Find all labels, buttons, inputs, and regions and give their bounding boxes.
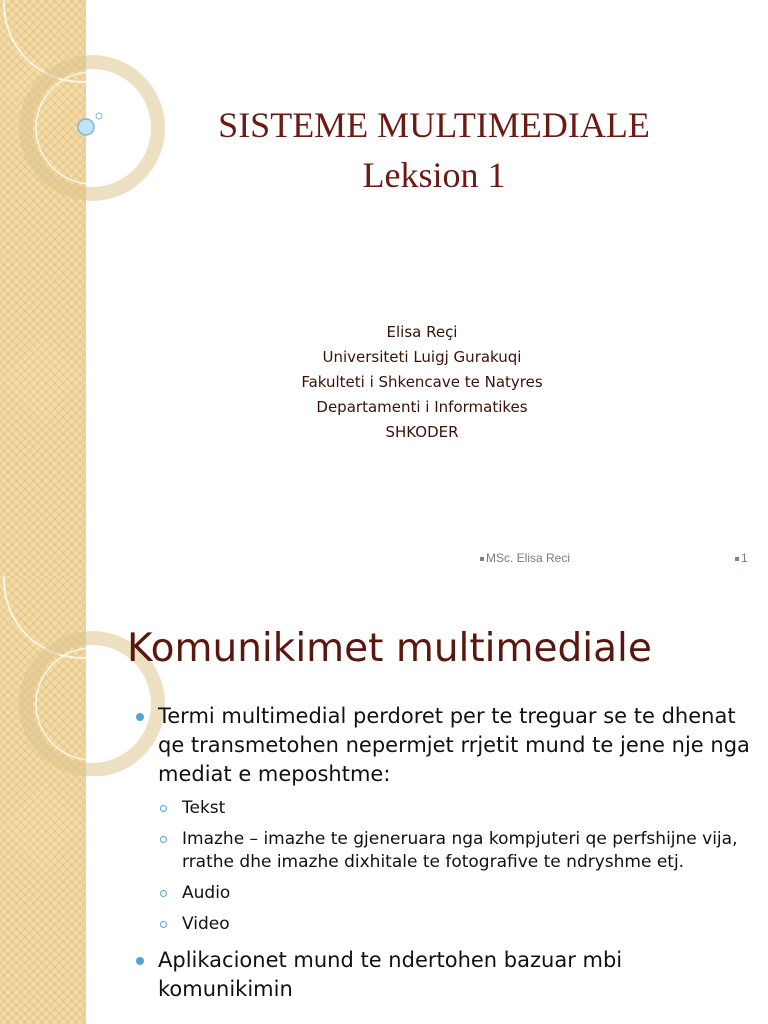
footer-author-text: MSc. Elisa Reci (486, 551, 571, 565)
bullet-text: Aplikacionet mund te ndertohen bazuar mbi komunikimin (158, 948, 623, 1001)
title-line-2: Leksion 1 (362, 155, 506, 195)
sub-bullet-ring-icon (160, 890, 167, 897)
bullet-dot-icon (136, 713, 144, 721)
sub-bullet-text: Tekst (182, 798, 226, 818)
sub-bullet-text: Imazhe – imazhe te gjeneruara nga kompjuteri qe perfshijne vija, rrathe dhe imazhe dixhitale te fotografive te ndryshme etj. (182, 829, 738, 872)
slide-title (90, 100, 768, 200)
bullet-item (136, 702, 756, 789)
sub-bullet-text: Video (182, 914, 230, 934)
sub-bullet-item (136, 828, 756, 874)
square-bullet-icon (735, 557, 739, 561)
university-name: Universiteti Luigj Gurakuqi (322, 348, 522, 366)
bullet-item (136, 946, 756, 1004)
footer-author (480, 551, 570, 565)
square-bullet-icon (480, 557, 484, 561)
department-name: Departamenti i Informatikes (316, 398, 528, 416)
faculty-name: Fakulteti i Shkencave te Natyres (301, 373, 543, 391)
sub-bullet-ring-icon (160, 805, 167, 812)
sub-bullet-ring-icon (160, 836, 167, 843)
bullet-dot-icon (136, 957, 144, 965)
slide-2 (0, 576, 768, 1024)
sub-bullet-item (136, 882, 756, 905)
sub-bullet-ring-icon (160, 921, 167, 928)
sub-bullet-text: Audio (182, 883, 231, 903)
title-line-1: SISTEME MULTIMEDIALE (218, 105, 650, 145)
author-name: Elisa Reçi (386, 323, 458, 341)
sub-bullet-item (136, 797, 756, 820)
city-name: SHKODER (385, 423, 459, 441)
sub-bullet-item (136, 913, 756, 936)
bullet-text: Termi multimedial perdoret per te treguar se te dhenat qe transmetohen nepermjet rrjetit mund te jene nje nga mediat e meposhtme: (158, 704, 750, 786)
footer-page-number (735, 551, 748, 565)
slide-heading: Komunikimet multimediale (127, 626, 652, 671)
author-info (90, 320, 754, 445)
page-number-text: 1 (741, 551, 748, 565)
bullet-list (136, 702, 756, 1012)
